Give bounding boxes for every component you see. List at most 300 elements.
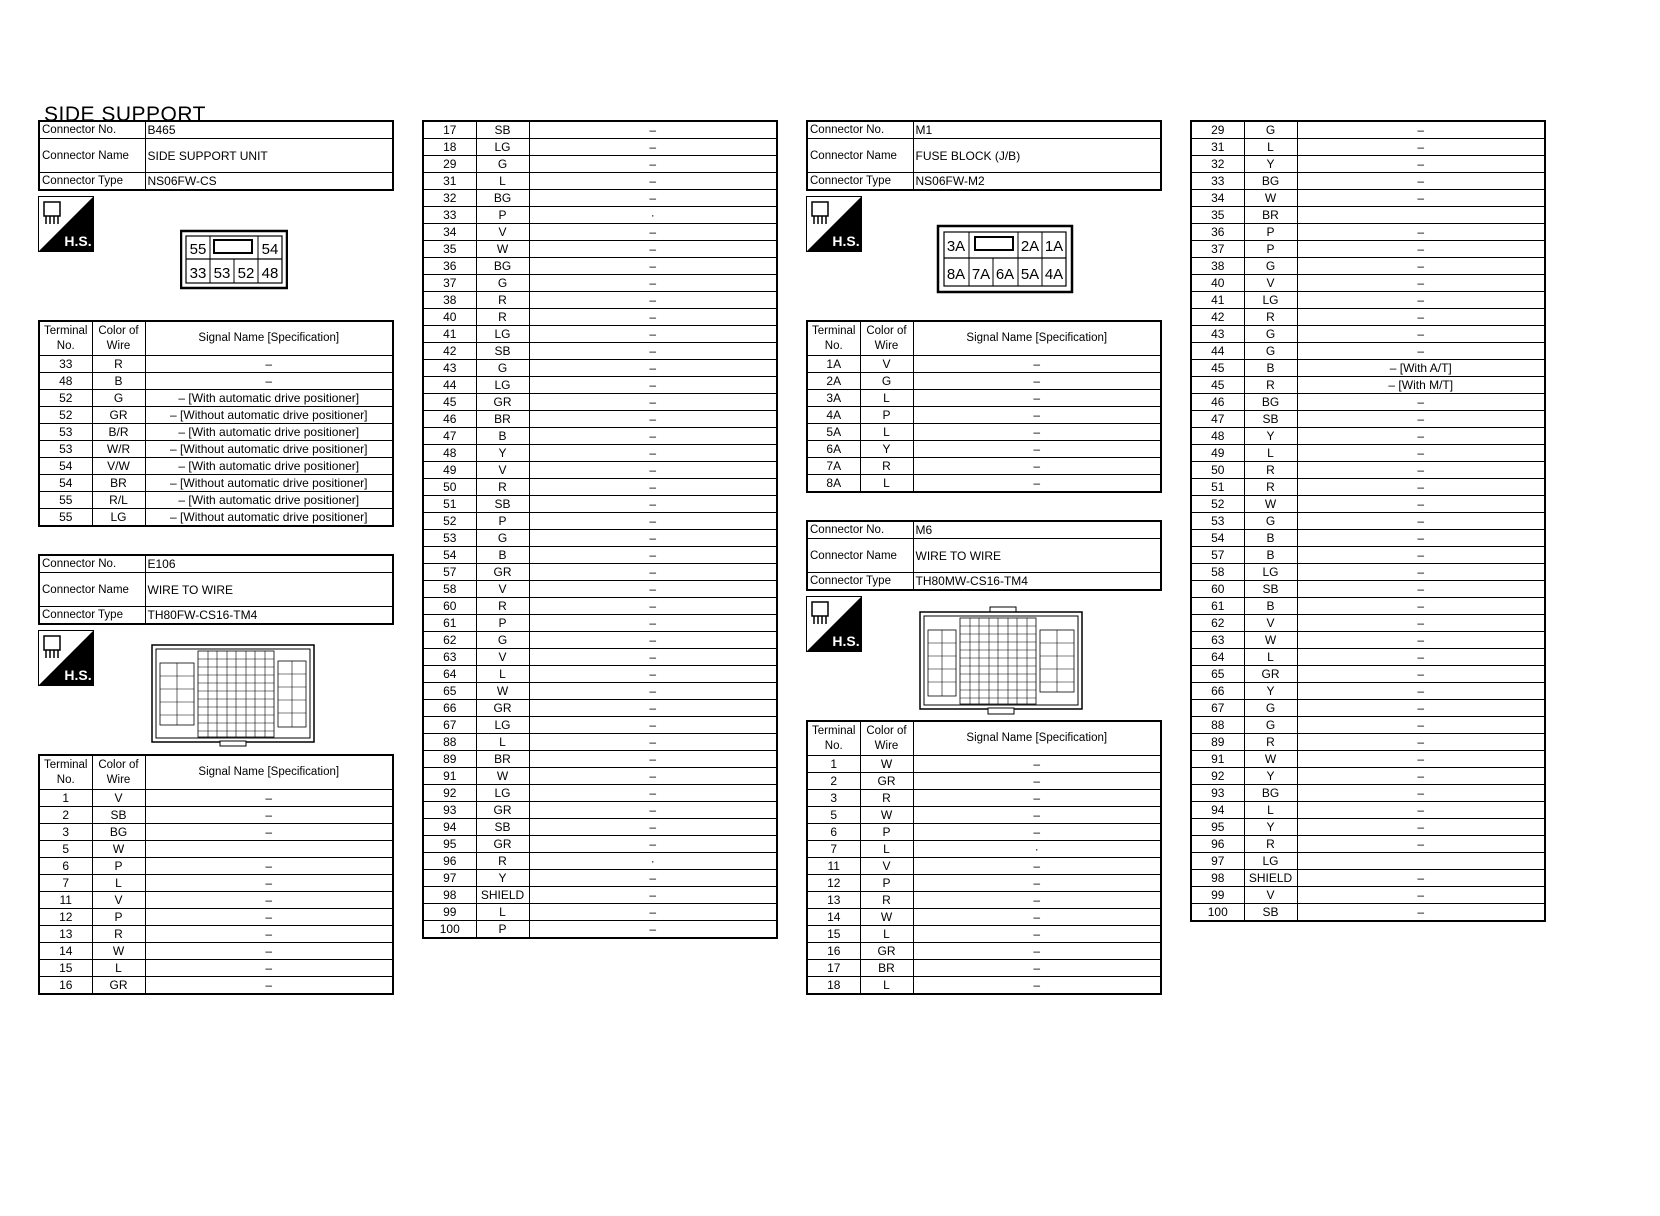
table-row — [1191, 360, 1545, 377]
wire-color-cell: W — [92, 943, 145, 960]
terminal-no-cell: 47 — [423, 428, 476, 445]
terminal-no-cell: 60 — [423, 598, 476, 615]
signal-name-cell: – — [529, 139, 777, 156]
table-row — [39, 926, 393, 943]
table-row — [807, 909, 1161, 926]
table-row — [423, 275, 777, 292]
wire-color-cell: GR — [860, 773, 913, 790]
terminal-no-cell: 94 — [1191, 802, 1244, 819]
terminal-no-cell: 66 — [423, 700, 476, 717]
signal-name-cell: – — [913, 475, 1161, 493]
wire-color-cell: SB — [92, 807, 145, 824]
wire-color-cell: GR — [476, 394, 529, 411]
terminal-no-cell: 55 — [39, 492, 92, 509]
wire-color-cell: BR — [860, 960, 913, 977]
terminal-no-cell: 5 — [39, 841, 92, 858]
table-row — [1191, 513, 1545, 530]
terminal-no-cell: 47 — [1191, 411, 1244, 428]
connector-no-label: Connector No. — [807, 521, 913, 539]
signal-name-cell: – — [529, 751, 777, 768]
signal-name-cell: – — [529, 224, 777, 241]
table-row — [1191, 156, 1545, 173]
terminal-no-cell: 99 — [1191, 887, 1244, 904]
table-row — [1191, 649, 1545, 666]
wire-color-cell: GR — [92, 407, 145, 424]
terminal-no-cell: 53 — [1191, 513, 1244, 530]
wire-color-cell: L — [476, 173, 529, 190]
wire-color-cell: V — [476, 581, 529, 598]
table-row — [423, 343, 777, 360]
table-row — [807, 977, 1161, 995]
terminal-no-cell: 6 — [39, 858, 92, 875]
color-header: Color of Wire — [860, 721, 913, 756]
signal-name-cell: – — [913, 773, 1161, 790]
wire-color-cell: G — [860, 373, 913, 390]
table-row — [423, 156, 777, 173]
terminal-no-cell: 44 — [1191, 343, 1244, 360]
wire-color-cell: V — [476, 462, 529, 479]
table-row — [807, 858, 1161, 875]
signal-name-cell: – — [913, 909, 1161, 926]
terminal-no-cell: 51 — [423, 496, 476, 513]
terminal-no-cell: 35 — [1191, 207, 1244, 224]
table-row — [423, 496, 777, 513]
signal-name-cell: – — [145, 824, 393, 841]
signal-name-cell: – — [529, 343, 777, 360]
table-row — [423, 887, 777, 904]
terminal-no-cell: 38 — [1191, 258, 1244, 275]
svg-text:52: 52 — [237, 265, 255, 282]
wire-color-cell: W — [476, 241, 529, 258]
signal-name-cell: – — [529, 887, 777, 904]
wire-color-cell: B — [1244, 360, 1297, 377]
wire-color-cell: W — [1244, 496, 1297, 513]
connector-e106-info — [38, 554, 394, 625]
signal-name-cell: – — [1297, 394, 1545, 411]
wire-color-cell: R — [1244, 309, 1297, 326]
table-row — [807, 892, 1161, 909]
terminal-no-cell: 31 — [423, 173, 476, 190]
harness-side-icon — [38, 196, 94, 252]
terminal-no-cell: 98 — [423, 887, 476, 904]
terminal-no-cell: 1 — [807, 756, 860, 773]
terminal-no-cell: 53 — [423, 530, 476, 547]
signal-name-cell: – — [1297, 717, 1545, 734]
table-row — [1191, 615, 1545, 632]
table-row — [807, 390, 1161, 407]
terminal-no-cell: 29 — [423, 156, 476, 173]
terminal-no-cell: 67 — [423, 717, 476, 734]
terminal-no-cell: 32 — [423, 190, 476, 207]
signal-name-cell: – — [529, 292, 777, 309]
signal-name-cell: – — [1297, 445, 1545, 462]
terminal-no-cell: 31 — [1191, 139, 1244, 156]
table-row — [423, 836, 777, 853]
signal-name-cell: – — [529, 190, 777, 207]
svg-text:2A: 2A — [1020, 238, 1040, 255]
signal-name-cell: – [With A/T] — [1297, 360, 1545, 377]
table-row — [1191, 292, 1545, 309]
terminal-no-cell: 52 — [423, 513, 476, 530]
table-row — [1191, 343, 1545, 360]
terminal-no-cell: 65 — [423, 683, 476, 700]
terminal-no-cell: 61 — [423, 615, 476, 632]
table-row — [423, 581, 777, 598]
terminal-no-cell: 15 — [39, 960, 92, 977]
signal-name-cell: – — [913, 807, 1161, 824]
wire-color-cell: R — [476, 309, 529, 326]
signal-name-cell: – — [529, 156, 777, 173]
terminal-no-cell: 35 — [423, 241, 476, 258]
signal-name-cell: – [Without automatic drive positioner] — [145, 509, 393, 527]
table-row — [39, 875, 393, 892]
table-row — [423, 394, 777, 411]
signal-name-cell: – — [1297, 649, 1545, 666]
table-row — [39, 790, 393, 807]
terminal-no-cell: 54 — [39, 458, 92, 475]
signal-name-cell: – — [529, 513, 777, 530]
wire-color-cell: V — [860, 858, 913, 875]
wire-color-cell: B — [476, 547, 529, 564]
wire-color-cell: GR — [860, 943, 913, 960]
harness-side-icon — [806, 196, 862, 252]
svg-text:1A: 1A — [1044, 238, 1064, 255]
wire-color-cell: LG — [476, 139, 529, 156]
wire-color-cell: BG — [1244, 785, 1297, 802]
wire-color-cell: BG — [1244, 394, 1297, 411]
connector-face-m6 — [918, 606, 1084, 716]
signal-name-cell: – — [1297, 564, 1545, 581]
wire-color-cell: Y — [1244, 819, 1297, 836]
table-row — [807, 475, 1161, 493]
table-row — [807, 824, 1161, 841]
signal-name-cell: – — [913, 858, 1161, 875]
wire-color-cell: G — [476, 632, 529, 649]
terminal-no-cell: 36 — [1191, 224, 1244, 241]
terminal-no-cell: 16 — [807, 943, 860, 960]
table-row — [1191, 462, 1545, 479]
terminal-no-cell: 100 — [423, 921, 476, 939]
table-row — [807, 790, 1161, 807]
wire-color-cell: L — [1244, 445, 1297, 462]
terminal-no-cell: 16 — [39, 977, 92, 995]
wire-color-cell: L — [860, 390, 913, 407]
signal-name-cell: – — [1297, 870, 1545, 887]
connector-type-value: NS06FW-M2 — [913, 173, 1161, 191]
terminal-no-cell: 88 — [1191, 717, 1244, 734]
table-row — [1191, 445, 1545, 462]
table-row — [423, 785, 777, 802]
terminal-no-cell: 49 — [423, 462, 476, 479]
table-row — [423, 530, 777, 547]
terminal-no-cell: 67 — [1191, 700, 1244, 717]
table-row — [423, 768, 777, 785]
table-row — [423, 853, 777, 870]
signal-name-cell: – — [913, 756, 1161, 773]
svg-text:H.S.: H.S. — [64, 233, 92, 249]
wire-color-cell: W — [1244, 632, 1297, 649]
terminal-no-cell: 58 — [423, 581, 476, 598]
harness-side-icon — [38, 630, 94, 686]
signal-header: Signal Name [Specification] — [145, 755, 393, 790]
connector-m6-info — [806, 520, 1162, 591]
connector-name-value: FUSE BLOCK (J/B) — [913, 139, 1161, 173]
signal-name-cell: – — [529, 904, 777, 921]
terminal-no-cell: 51 — [1191, 479, 1244, 496]
wire-color-cell: L — [860, 475, 913, 493]
connector-name-label: Connector Name — [39, 573, 145, 607]
table-row — [39, 841, 393, 858]
svg-text:33: 33 — [189, 265, 207, 282]
wire-color-cell: B — [1244, 530, 1297, 547]
wire-color-cell: R — [1244, 836, 1297, 853]
table-row — [1191, 139, 1545, 156]
terminal-no-cell: 34 — [423, 224, 476, 241]
wire-color-cell: R/L — [92, 492, 145, 509]
table-row — [39, 492, 393, 509]
table-row — [423, 547, 777, 564]
terminal-no-cell: 45 — [1191, 377, 1244, 394]
terminal-no-cell: 33 — [39, 356, 92, 373]
table-row — [423, 258, 777, 275]
table-row — [1191, 428, 1545, 445]
signal-name-cell: – — [913, 926, 1161, 943]
terminal-no-cell: 15 — [807, 926, 860, 943]
wire-color-cell: LG — [1244, 292, 1297, 309]
terminal-no-cell: 97 — [1191, 853, 1244, 870]
terminal-no-cell: 96 — [423, 853, 476, 870]
terminal-no-cell: 45 — [1191, 360, 1244, 377]
terminal-no-cell: 17 — [807, 960, 860, 977]
table-row — [807, 807, 1161, 824]
signal-name-cell: – — [529, 717, 777, 734]
table-row — [39, 977, 393, 995]
table-row — [423, 309, 777, 326]
wire-color-cell: R — [860, 790, 913, 807]
connector-name-label: Connector Name — [807, 139, 913, 173]
table-row — [423, 360, 777, 377]
svg-text:5A: 5A — [1020, 266, 1040, 283]
terminal-no-cell: 45 — [423, 394, 476, 411]
signal-name-cell: – — [529, 921, 777, 939]
harness-side-icon — [806, 596, 862, 652]
signal-name-cell: – — [913, 790, 1161, 807]
signal-name-cell: – — [145, 892, 393, 909]
terminal-no-header: Terminal No. — [39, 321, 92, 356]
signal-name-cell: – — [1297, 343, 1545, 360]
signal-name-cell: · — [913, 841, 1161, 858]
terminal-no-cell: 37 — [1191, 241, 1244, 258]
terminal-no-cell: 13 — [807, 892, 860, 909]
signal-name-cell: – — [1297, 904, 1545, 922]
table-row — [423, 904, 777, 921]
signal-name-cell: – — [1297, 241, 1545, 258]
signal-header: Signal Name [Specification] — [913, 721, 1161, 756]
svg-text:4A: 4A — [1044, 266, 1064, 283]
wire-color-cell: Y — [860, 441, 913, 458]
svg-text:6A: 6A — [995, 266, 1015, 283]
wire-color-cell: V/W — [92, 458, 145, 475]
table-row — [39, 407, 393, 424]
wire-color-cell: G — [92, 390, 145, 407]
terminal-no-cell: 95 — [423, 836, 476, 853]
terminal-no-cell: 64 — [423, 666, 476, 683]
table-row — [1191, 377, 1545, 394]
signal-name-cell: – — [913, 943, 1161, 960]
table-row — [423, 121, 777, 139]
table-row — [1191, 904, 1545, 922]
wire-color-cell: G — [1244, 326, 1297, 343]
signal-name-cell: – — [529, 275, 777, 292]
wire-color-cell: G — [476, 360, 529, 377]
signal-name-cell: – — [529, 683, 777, 700]
terminal-no-cell: 57 — [1191, 547, 1244, 564]
svg-text:53: 53 — [213, 265, 231, 282]
table-row — [1191, 564, 1545, 581]
connector-type-value: TH80MW-CS16-TM4 — [913, 573, 1161, 591]
wire-color-cell: BR — [476, 411, 529, 428]
terminal-no-cell: 6A — [807, 441, 860, 458]
wire-color-cell: V — [860, 356, 913, 373]
table-row — [39, 892, 393, 909]
signal-name-cell: – — [1297, 411, 1545, 428]
signal-name-cell: – — [1297, 275, 1545, 292]
connector-no-label: Connector No. — [807, 121, 913, 139]
terminal-no-cell: 52 — [39, 407, 92, 424]
connector-no-value: E106 — [145, 555, 393, 573]
table-row — [807, 875, 1161, 892]
table-row — [39, 373, 393, 390]
wire-color-cell: Y — [1244, 683, 1297, 700]
wire-color-cell: P — [860, 407, 913, 424]
signal-name-cell: · — [529, 853, 777, 870]
terminal-no-cell: 94 — [423, 819, 476, 836]
signal-name-cell: – [Without automatic drive positioner] — [145, 441, 393, 458]
connector-type-label: Connector Type — [39, 607, 145, 625]
terminal-no-cell: 52 — [39, 390, 92, 407]
signal-name-cell: – [With automatic drive positioner] — [145, 492, 393, 509]
wire-color-cell: GR — [476, 700, 529, 717]
table-row — [423, 479, 777, 496]
signal-name-cell: – — [529, 121, 777, 139]
table-row — [39, 475, 393, 492]
pin-table-m6 — [806, 720, 1162, 995]
terminal-no-cell: 63 — [423, 649, 476, 666]
terminal-no-cell: 48 — [39, 373, 92, 390]
wire-color-cell: LG — [476, 717, 529, 734]
terminal-no-cell: 48 — [423, 445, 476, 462]
terminal-no-cell: 48 — [1191, 428, 1244, 445]
table-row — [423, 802, 777, 819]
wire-color-cell: W/R — [92, 441, 145, 458]
terminal-no-cell: 1A — [807, 356, 860, 373]
terminal-no-cell: 60 — [1191, 581, 1244, 598]
wire-color-cell: BR — [1244, 207, 1297, 224]
signal-header: Signal Name [Specification] — [913, 321, 1161, 356]
terminal-no-cell: 2 — [807, 773, 860, 790]
wire-color-cell: GR — [1244, 666, 1297, 683]
terminal-no-cell: 11 — [39, 892, 92, 909]
terminal-no-cell: 63 — [1191, 632, 1244, 649]
connector-type-value: NS06FW-CS — [145, 173, 393, 191]
wire-color-cell: W — [476, 683, 529, 700]
terminal-no-cell: 3 — [807, 790, 860, 807]
wire-color-cell: B — [1244, 598, 1297, 615]
terminal-no-cell: 55 — [39, 509, 92, 527]
table-row — [39, 960, 393, 977]
wire-color-cell: G — [1244, 513, 1297, 530]
signal-name-cell: – — [529, 802, 777, 819]
wire-color-cell: L — [860, 977, 913, 995]
connector-m1-info — [806, 120, 1162, 191]
signal-name-cell: – — [913, 356, 1161, 373]
table-row — [1191, 887, 1545, 904]
table-row — [423, 207, 777, 224]
signal-name-cell: – — [1297, 513, 1545, 530]
terminal-no-cell: 18 — [807, 977, 860, 995]
table-row — [39, 943, 393, 960]
terminal-no-cell: 40 — [1191, 275, 1244, 292]
connector-name-label: Connector Name — [807, 539, 913, 573]
table-row — [1191, 785, 1545, 802]
wire-color-cell: LG — [1244, 853, 1297, 870]
terminal-no-cell: 50 — [1191, 462, 1244, 479]
signal-name-cell: – — [1297, 258, 1545, 275]
table-row — [1191, 734, 1545, 751]
wire-color-cell: B/R — [92, 424, 145, 441]
svg-text:H.S.: H.S. — [832, 233, 860, 249]
wire-color-cell: P — [476, 615, 529, 632]
terminal-no-cell: 5 — [807, 807, 860, 824]
table-row — [807, 926, 1161, 943]
wire-color-cell: V — [476, 649, 529, 666]
table-row — [1191, 683, 1545, 700]
signal-name-cell — [1297, 207, 1545, 224]
wire-color-cell: W — [1244, 751, 1297, 768]
wire-color-cell: R — [860, 892, 913, 909]
wire-color-cell: R — [1244, 479, 1297, 496]
wire-color-cell: G — [476, 156, 529, 173]
signal-name-cell: – — [529, 462, 777, 479]
signal-name-cell — [1297, 853, 1545, 870]
terminal-no-cell: 13 — [39, 926, 92, 943]
table-row — [807, 756, 1161, 773]
signal-name-cell: – — [1297, 802, 1545, 819]
terminal-no-cell: 34 — [1191, 190, 1244, 207]
signal-name-cell: – — [145, 960, 393, 977]
svg-text:3A: 3A — [946, 238, 966, 255]
terminal-no-cell: 92 — [423, 785, 476, 802]
wire-color-cell: V — [476, 224, 529, 241]
table-row — [423, 377, 777, 394]
signal-name-cell: – — [1297, 683, 1545, 700]
signal-name-cell: – [With automatic drive positioner] — [145, 424, 393, 441]
svg-text:54: 54 — [261, 241, 279, 258]
wire-color-cell: SB — [1244, 411, 1297, 428]
signal-name-cell: – — [1297, 139, 1545, 156]
terminal-no-cell: 66 — [1191, 683, 1244, 700]
connector-type-value: TH80FW-CS16-TM4 — [145, 607, 393, 625]
signal-name-cell: – — [145, 807, 393, 824]
table-row — [807, 458, 1161, 475]
wire-color-cell: V — [92, 790, 145, 807]
pin-table-e106 — [38, 754, 394, 995]
wire-color-cell: L — [92, 960, 145, 977]
table-row — [39, 458, 393, 475]
table-row — [423, 870, 777, 887]
terminal-no-cell: 37 — [423, 275, 476, 292]
svg-text:H.S.: H.S. — [64, 667, 92, 683]
